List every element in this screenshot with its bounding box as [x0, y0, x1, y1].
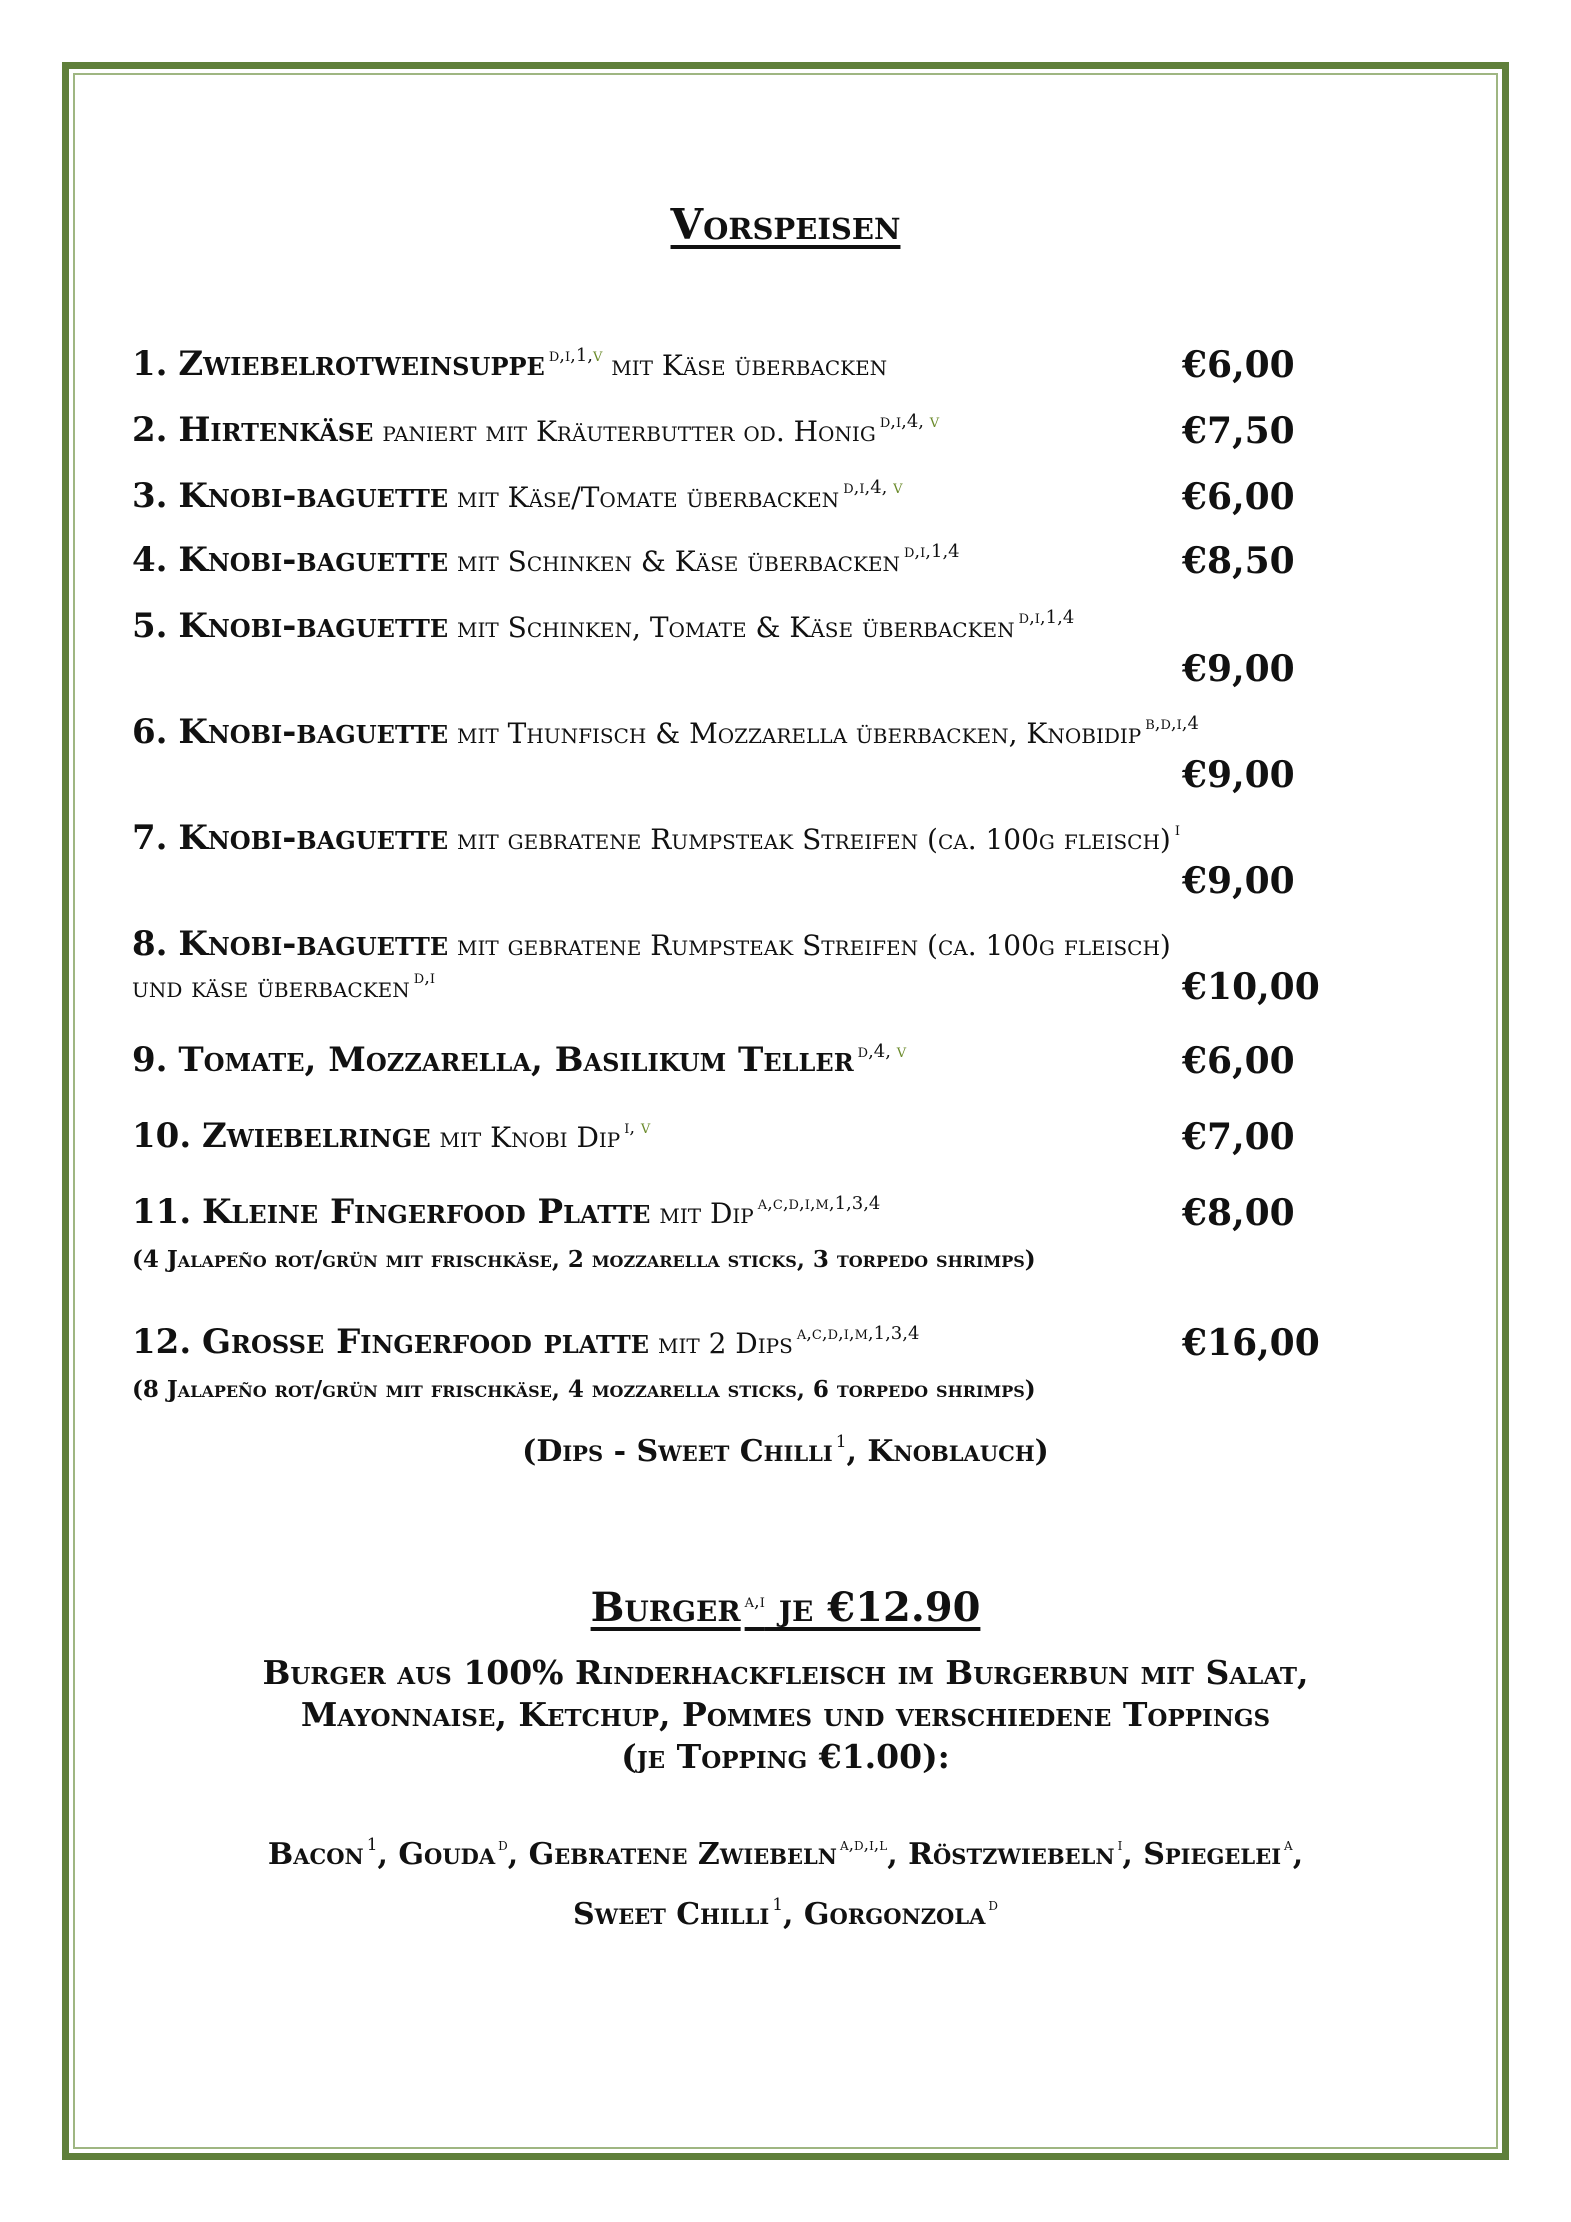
menu-item-8: [132, 924, 1171, 964]
menu-item-4: [132, 540, 960, 580]
item-number: 6.: [132, 712, 168, 752]
menu-item-7: [132, 818, 1180, 858]
item-name: Zwiebelringe: [201, 1116, 431, 1156]
price-9: €6,00: [1182, 1040, 1295, 1082]
item-description: und käse überbacken: [132, 971, 410, 1004]
item-name: Knobi-baguette: [178, 712, 449, 752]
item-name: Grosse Fingerfood platte: [201, 1322, 650, 1362]
menu-item-1: [132, 344, 887, 384]
item-name: Kleine Fingerfood Platte: [201, 1192, 651, 1232]
item-number: 10.: [132, 1116, 192, 1156]
allergen-codes: d,i: [413, 967, 436, 988]
item-description: mit 2 Dips: [649, 1327, 793, 1360]
item-name: Knobi-baguette: [178, 540, 449, 580]
allergen-codes: d,4, v: [857, 1041, 907, 1062]
menu-item-2: [132, 410, 939, 450]
item-name: Knobi-baguette: [178, 924, 449, 964]
item-number: 4.: [132, 540, 168, 580]
price-12: €16,00: [1182, 1322, 1320, 1364]
item-number: 1.: [132, 344, 168, 384]
item-description: mit Käse/Tomate überbacken: [448, 481, 840, 514]
item-description: mit Dip: [650, 1197, 754, 1230]
allergen-codes: d,i,4, v: [879, 411, 940, 432]
menu-item-5: [132, 606, 1074, 646]
item-number: 8.: [132, 924, 168, 964]
menu-item-9: [132, 1040, 906, 1080]
item-name: Knobi-baguette: [178, 606, 449, 646]
allergen-codes: i, v: [624, 1117, 651, 1138]
item-number: 12.: [132, 1322, 192, 1362]
item-name: Tomate, Mozzarella, Basilikum Teller: [178, 1040, 854, 1080]
burger-description: Burger aus 100% Rinderhackfleisch im Burgerbun mit Salat, Mayonnaise, Ketchup, Pommes und verschiedene Toppings (je Topping €1.00):: [262, 1653, 1309, 1776]
item-description: paniert mit Kräuterbutter od. Honig: [373, 415, 876, 448]
allergen-codes: d,i,1,4: [904, 541, 960, 562]
price-6: €9,00: [1182, 754, 1295, 796]
price-3: €6,00: [1182, 476, 1295, 518]
item-11-note: (4 Jalapeño rot/grün mit frischkäse, 2 mozzarella sticks, 3 torpedo shrimps): [132, 1246, 1036, 1273]
item-number: 11.: [132, 1192, 192, 1232]
price-5: €9,00: [1182, 648, 1295, 690]
allergen-codes: d,i,4, v: [843, 477, 903, 498]
item-description: mit Schinken, Tomate & Käse überbacken: [448, 611, 1015, 644]
menu-item-3: [132, 476, 903, 516]
item-number: 2.: [132, 410, 168, 450]
section-heading-vorspeisen: Vorspeisen: [670, 200, 901, 249]
item-name: Knobi-baguette: [178, 818, 449, 858]
burger-toppings: [0, 1820, 1571, 1940]
price-8: €10,00: [1182, 966, 1320, 1008]
item-number: 9.: [132, 1040, 168, 1080]
price-4: €8,50: [1182, 540, 1295, 582]
item-12-note: (8 Jalapeño rot/grün mit frischkäse, 4 mozzarella sticks, 6 torpedo shrimps): [132, 1376, 1036, 1403]
toppings-line-1: Bacon $^1$, Gouda $^d$, Gebratene Zwiebeln $^{a,d,i,l}$, Röstzwiebeln $^i$, Spiegelei $^a$,: [267, 1835, 1304, 1872]
allergen-codes: d,i,1,4: [1018, 607, 1075, 628]
allergen-codes: i: [1174, 819, 1180, 840]
item-name: Zwiebelrotweinsuppe: [178, 344, 545, 384]
price-7: €9,00: [1182, 860, 1295, 902]
price-11: €8,00: [1182, 1192, 1295, 1234]
menu-item-8-line2: [132, 966, 435, 1006]
price-2: €7,50: [1182, 410, 1295, 452]
price-1: €6,00: [1182, 344, 1295, 386]
allergen-codes: b,d,i,4: [1145, 713, 1199, 734]
menu-item-11: [132, 1192, 880, 1232]
item-description: mit Knobi Dip: [430, 1121, 621, 1154]
menu-item-10: [132, 1116, 650, 1156]
allergen-codes: a,c,d,i,m,1,3,4: [796, 1323, 920, 1344]
item-description: mit Käse überbacken: [602, 349, 888, 382]
allergen-codes: a,c,d,i,m,1,3,4: [757, 1193, 881, 1214]
menu-item-12: [132, 1322, 919, 1362]
item-name: Knobi-baguette: [178, 476, 449, 516]
section-heading-burger: Burger $^{a,i}$ je €12.90: [590, 1584, 981, 1631]
item-name: Hirtenkäse: [178, 410, 374, 450]
item-description: mit Thunfisch & Mozzarella überbacken, Knobidip: [448, 717, 1142, 750]
item-number: 3.: [132, 476, 168, 516]
toppings-line-2: Sweet Chilli $^1$, Gorgonzola $^d$: [572, 1895, 999, 1932]
dips-note: (Dips - Sweet Chilli $^1$, Knoblauch): [522, 1432, 1049, 1469]
item-number: 7.: [132, 818, 168, 858]
item-description: mit Schinken & Käse überbacken: [448, 545, 900, 578]
item-description: mit gebratene Rumpsteak Streifen (ca. 100g fleisch): [448, 929, 1171, 962]
allergen-codes: d,i,1,v: [548, 345, 603, 366]
item-description: mit gebratene Rumpsteak Streifen (ca. 100g fleisch): [448, 823, 1171, 856]
item-number: 5.: [132, 606, 168, 646]
menu-item-6: [132, 712, 1199, 752]
price-10: €7,00: [1182, 1116, 1295, 1158]
